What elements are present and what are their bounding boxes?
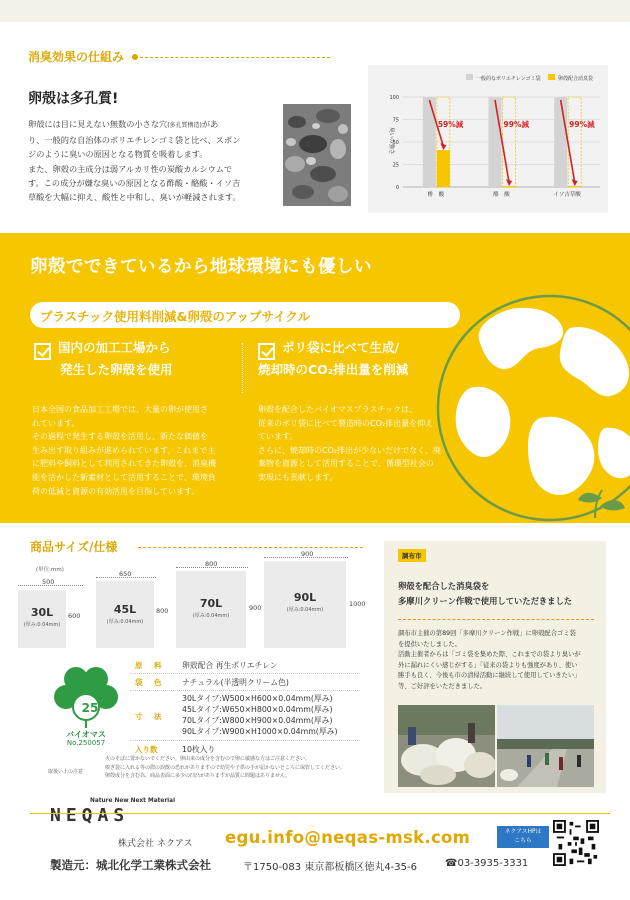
- eggshell-title: 卵殻は多孔質!: [28, 91, 119, 107]
- biomass-mark: [50, 663, 122, 751]
- bar-general: [423, 97, 436, 187]
- eggshell-body: [28, 117, 278, 204]
- y-tick-label: 0: [395, 185, 399, 191]
- bag-width: 900: [301, 550, 314, 558]
- feature-domestic: 国内の加工工場から 発生した卵殻を使用: [58, 340, 173, 377]
- unit-label: (単位:mm): [36, 567, 64, 573]
- check-icon: [34, 343, 51, 360]
- deodorize-chart: [368, 65, 608, 213]
- caution-text: 火のそばに置かないでください。卵由来の成分を含むので卵に敏感な方はご注意ください。 嗅ぎ袋に入れる等の際の誤飲の恐れがありますので幼児や子供の手が届かないところに保管してください。 卵殻成分を含む為、商品表面に多少の凹凸がありますが品質に問題はありません。: [105, 756, 346, 779]
- category-label: イソ吉草酸: [553, 192, 581, 198]
- footer-rule: [30, 813, 610, 814]
- chofu-title: 卵殻を配合した消臭袋を 多摩川クリーン作戦で使用していただきました: [398, 581, 573, 606]
- co2-text: 卵殻を配合したバイオマスプラスチックは、 従来のポリ袋に比べて製造時のCO₂排出量を抑え ています。 さらに、焼却時のCO₂排出が少ないだけでなく、廃 棄物を資源として活用することで、循環型社会の 実現にも貢献します。: [258, 405, 441, 482]
- y-tick-label: 50: [392, 140, 399, 146]
- heading-dot: [132, 54, 138, 60]
- bar-eggshell: [568, 186, 581, 187]
- telephone: ☎03-3935-3331: [445, 858, 529, 869]
- reduction-arrowhead: [440, 143, 446, 150]
- body-line: 卵殻には目に見えない無数の小さな穴(多孔質構造)があ: [28, 119, 219, 129]
- homepage-button[interactable]: ネクアスHPは こちら: [497, 826, 549, 848]
- body-line: り、一般的な自治体のポリエチレンゴミ袋と比べ、スポン: [28, 135, 241, 146]
- bag-70l: 70L (厚み:0.04mm): [176, 571, 246, 648]
- feature-divider: [242, 343, 243, 393]
- y-tick-label: 25: [392, 162, 399, 169]
- brand-tagline: Nature New Next Material: [90, 798, 176, 804]
- manufacturer: 製造元：城北化学工業株式会社: [50, 858, 211, 872]
- reduction-label: 99%減: [503, 120, 529, 129]
- reduction-arrowhead: [506, 179, 512, 186]
- bag-45l: 45L (厚み:0.04mm): [96, 581, 154, 648]
- heading-rule: [138, 547, 363, 548]
- bag-width: 650: [119, 570, 132, 578]
- qr-code-icon[interactable]: [553, 820, 599, 866]
- bar-eggshell: [503, 186, 516, 187]
- top-strip: [0, 0, 630, 22]
- address: 〒1750-083 東京都板橋区徳丸4-35-6: [243, 862, 417, 873]
- chofu-tag: 調布市: [398, 549, 426, 562]
- spec-row: 袋 色 ナチュラル(半透明クリーム色): [130, 674, 360, 691]
- neqas-logo: NEQAS: [50, 805, 130, 826]
- reduction-arrowhead: [572, 179, 578, 186]
- body-line: ジのように臭いの原因となる物質を吸着します。: [28, 149, 208, 160]
- biomass-reg: No.250057: [66, 739, 106, 747]
- spec-row: 入り数 10枚入り: [135, 745, 216, 754]
- eggshell-microscope-image: [283, 104, 351, 206]
- bag-height: 600: [68, 612, 81, 620]
- bag-height: 900: [249, 604, 262, 612]
- y-tick-label: 75: [392, 117, 399, 124]
- spec-row: 原 料 卵殻配合 再生ポリエチレン: [130, 658, 360, 674]
- band-title: 卵殻でできているから地球環境にも優しい: [30, 257, 372, 277]
- check-icon: [258, 343, 275, 360]
- body-line: また、卵殻の主成分は弱アルカリ性の炭酸カルシウムで: [28, 163, 233, 174]
- heading-rule: [140, 57, 330, 58]
- legend-swatch-general: [466, 74, 473, 80]
- cleanup-photo-bags: [398, 705, 495, 787]
- chart-svg: [368, 65, 608, 213]
- upcycle-pill: [30, 302, 460, 328]
- reduction-label: 99%減: [569, 120, 595, 129]
- biomass-logo-icon: [50, 663, 122, 729]
- section-heading-label: 消臭効果の仕組み: [28, 50, 125, 64]
- reduction-label: 59%減: [437, 120, 464, 129]
- bag-width: 500: [42, 578, 55, 586]
- biomass-name: バイオマス: [66, 730, 106, 739]
- eco-band: [0, 233, 630, 523]
- y-tick-label: 100: [389, 95, 399, 101]
- category-label: 酢 酸: [427, 192, 445, 198]
- body-line: 草酸を大幅に抑え、酸性と中和し、臭いが軽減されます。: [28, 192, 241, 203]
- bar-general: [554, 97, 567, 187]
- category-label: 酪 酸: [493, 192, 510, 198]
- chofu-case-box: [384, 541, 606, 793]
- legend-label-general: 一般的なポリエチレンゴミ袋: [476, 76, 541, 82]
- bag-height: 800: [156, 607, 169, 615]
- caution-label: 取扱い上の注意: [48, 769, 84, 775]
- y-axis-label: 臭いの強さ: [388, 127, 394, 155]
- body-line: す。この成分が嫌な臭いの原因となる酢酸・酪酸・イソ吉: [28, 177, 241, 188]
- company-name: 株式会社 ネクアス: [118, 839, 193, 849]
- bag-30l: 30L (厚み:0.04mm): [18, 590, 66, 648]
- bar-general: [489, 97, 502, 187]
- pill-text: プラスチック使用料削減&卵殻のアップサイクル: [40, 309, 311, 324]
- bag-width: 800: [205, 560, 218, 568]
- biomass-number: 25: [81, 701, 99, 715]
- legend-swatch-eggshell: [548, 74, 555, 80]
- sizes-heading-label: 商品サイズ/仕様: [30, 540, 118, 554]
- domestic-text: 日本全国の食品加工工場では、大量の卵が使用さ れています。 その過程で発生する卵殻を活用し、新たな価値を 生み出す取り組みが進められています。これまで主 に肥料や飼料として利用されてきた卵殻を、消臭機 能を活かした新素材として活用することで、環境負 荷の低減と資源の有効活用を目指しています。: [32, 405, 216, 496]
- spec-row: 寸 法 30Lタイプ:W500×H600×0.04mm(厚み) 45Lタイプ:W650×H800×0.04mm(厚み) 70Lタイプ:W800×H900×0.04mm(厚み) 90Lタイプ:W900×H1000×0.04mm(厚み): [130, 691, 360, 741]
- contact-email[interactable]: egu.info@neqas-msk.com: [225, 828, 471, 847]
- bag-height: 1000: [349, 600, 366, 608]
- chofu-rule: [398, 619, 594, 620]
- chofu-body: 調布市主催の第89回「多摩川クリーン作戦」に卵殻配合ゴミ袋 を提供いたしました。 活動主催者からは「ゴミ袋を集めた際、これまでの袋より臭いが 外に漏れにくい感じがする」「従来の袋よりも強度があり、使い 勝手も良く、今後も市の清掃活動に継続して使用していきたい」 等、ご好評をいただきました。: [398, 630, 581, 690]
- section-heading-sizes: [30, 538, 365, 558]
- section-heading-deodorize: [28, 48, 333, 70]
- bag-90l: 90L (厚み:0.04mm): [264, 561, 346, 648]
- cleanup-photo-river: [497, 705, 594, 787]
- bar-eggshell: [437, 150, 450, 187]
- globe-illustration: [430, 268, 630, 523]
- feature-co2: ポリ袋に比べて生成/ 焼却時のCO₂排出量を削減: [258, 340, 409, 377]
- legend-label-eggshell: 卵殻配合消臭袋: [558, 76, 594, 82]
